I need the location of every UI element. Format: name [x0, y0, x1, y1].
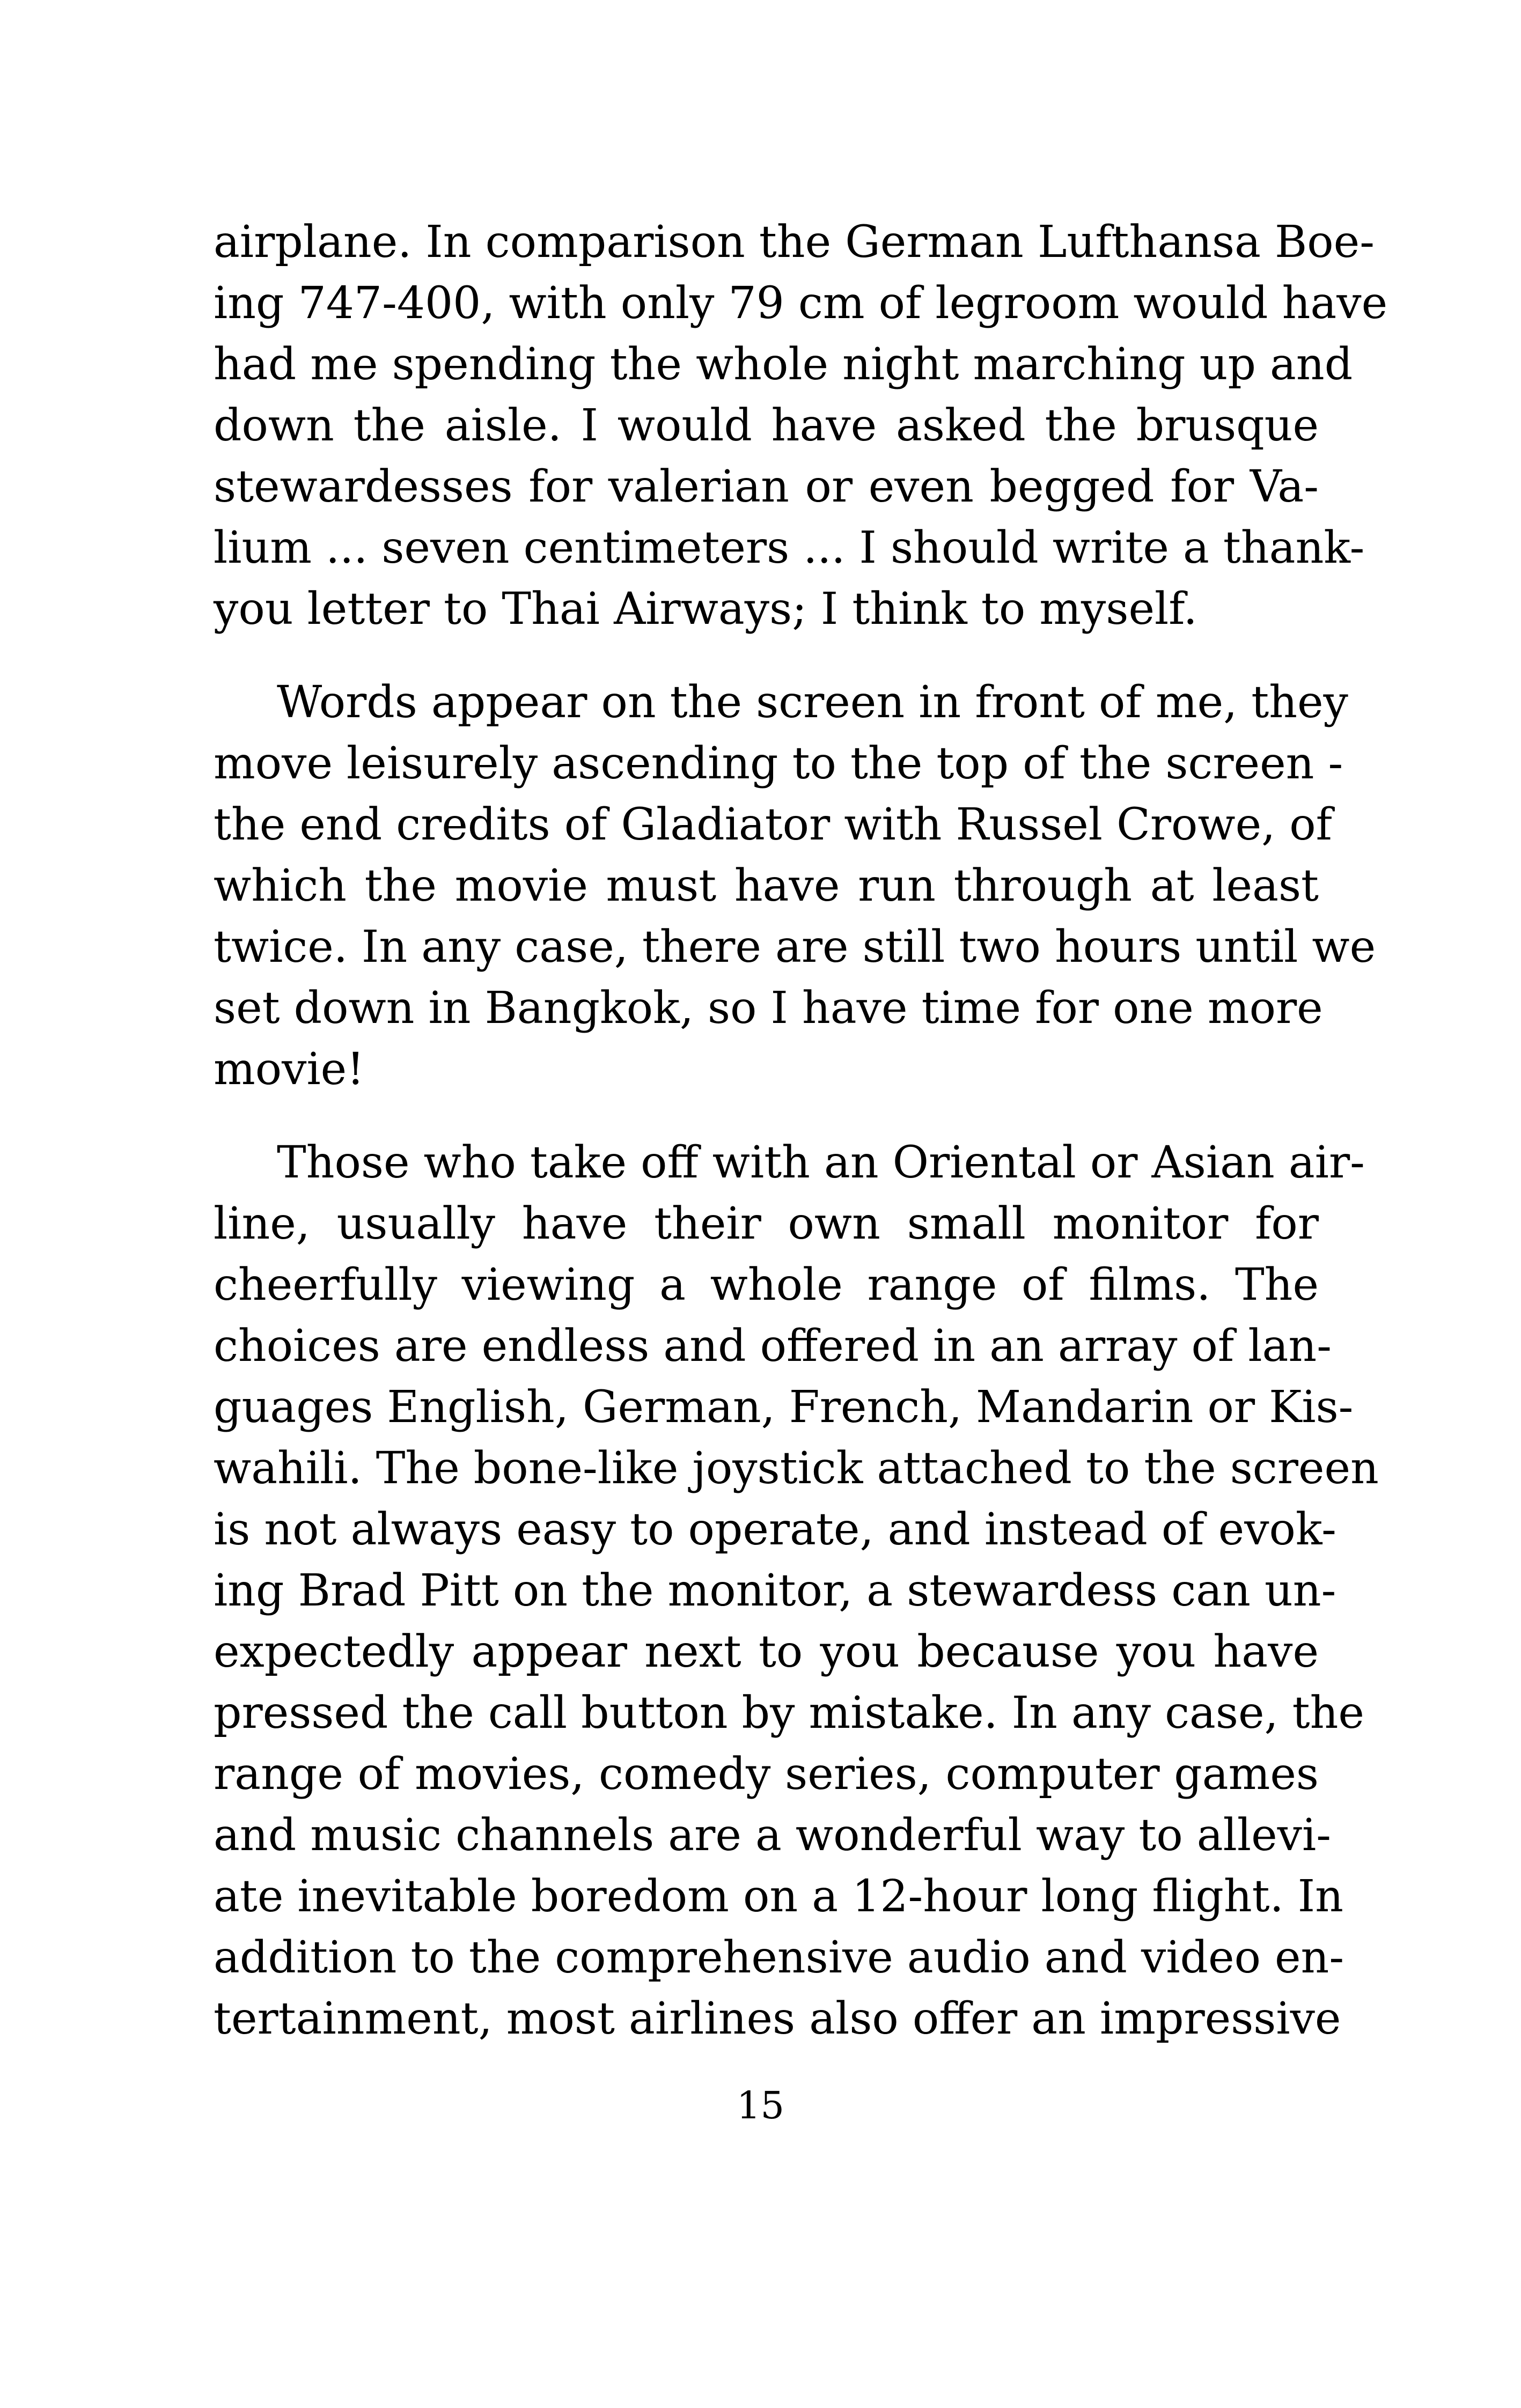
text-line: tertainment, most airlines also offer an impressive — [214, 1993, 1341, 2044]
paragraph-1 — [214, 212, 1388, 640]
text-line: ate inevitable boredom on a 12-hour long flight. In — [214, 1871, 1343, 1922]
text-line: is not always easy to operate, and instead of evok- — [214, 1504, 1336, 1555]
text-line: the end credits of Gladiator with Russel Crowe, of — [214, 799, 1332, 850]
text-line: stewardesses for valerian or even begged for Va- — [214, 461, 1319, 512]
body-text — [214, 212, 1388, 2082]
text-line: had me spending the whole night marching up and — [214, 339, 1353, 390]
text-line: set down in Bangkok, so I have time for one more — [214, 983, 1323, 1034]
text-line: pressed the call button by mistake. In any case, the — [214, 1688, 1364, 1739]
text-line: lium ... seven centimeters ... I should write a thank- — [214, 522, 1365, 573]
text-line: movie! — [214, 1044, 365, 1095]
text-line: expectedly appear next to you because you have — [214, 1626, 1319, 1677]
page-number: 15 — [736, 2083, 785, 2127]
text-line: you letter to Thai Airways; I think to myself. — [214, 584, 1197, 635]
text-line: airplane. In comparison the German Lufthansa Boe- — [214, 217, 1375, 268]
text-line: ing 747-400, with only 79 cm of legroom would have — [214, 278, 1388, 329]
text-line: guages English, German, French, Mandarin or Kis- — [214, 1382, 1354, 1433]
text-line: which the movie must have run through at least — [214, 860, 1319, 911]
text-line: move leisurely ascending to the top of the screen - — [214, 738, 1343, 789]
text-line: choices are endless and offered in an array of lan- — [214, 1321, 1332, 1372]
text-line: cheerfully viewing a whole range of films. The — [214, 1260, 1319, 1310]
text-line: and music channels are a wonderful way to allevi- — [214, 1810, 1331, 1861]
text-line: wahili. The bone-like joystick attached to the screen — [214, 1443, 1379, 1494]
text-line: addition to the comprehensive audio and video en- — [214, 1932, 1344, 1983]
paragraph-3 — [214, 1132, 1379, 2050]
text-line: range of movies, comedy series, computer games — [214, 1749, 1319, 1800]
text-line: Those who take off with an Oriental or Asian air- — [277, 1137, 1365, 1188]
text-line: line, usually have their own small monitor for — [214, 1198, 1319, 1249]
text-line: Words appear on the screen in front of me, they — [277, 677, 1348, 728]
text-line: down the aisle. I would have asked the brusque — [214, 400, 1319, 451]
paragraph-2 — [214, 672, 1376, 1100]
text-line: twice. In any case, there are still two hours until we — [214, 922, 1376, 973]
text-line: ing Brad Pitt on the monitor, a stewardess can un- — [214, 1565, 1336, 1616]
